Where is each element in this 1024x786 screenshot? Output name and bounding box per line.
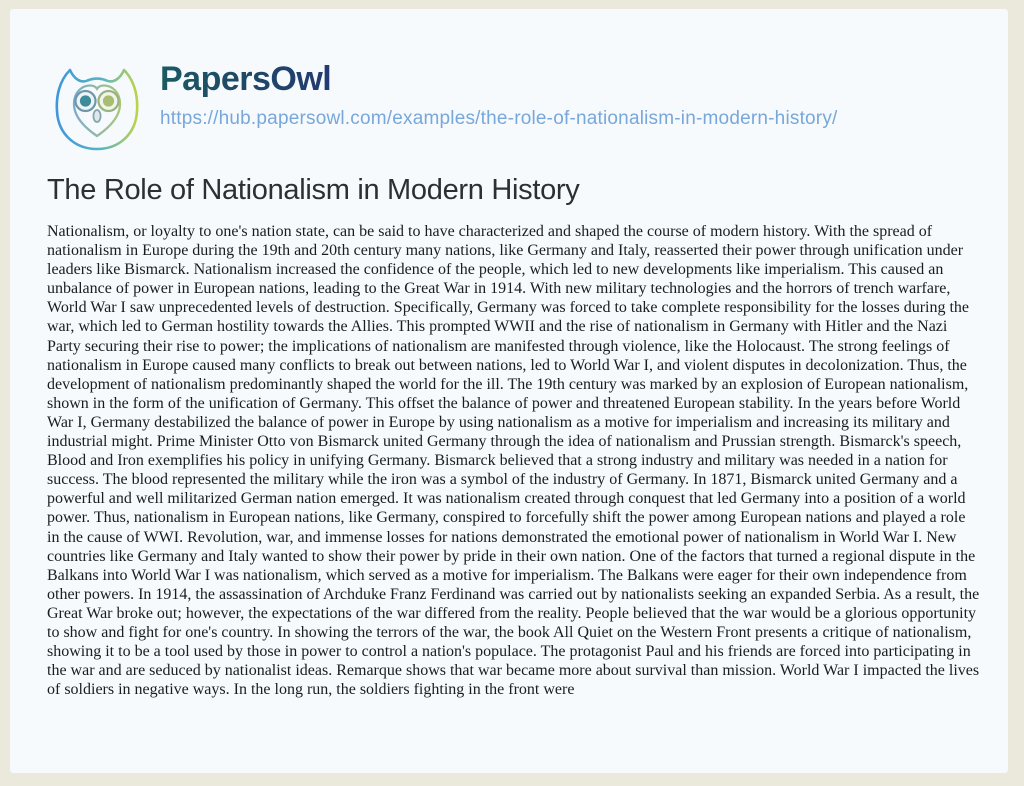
owl-left-pupil [80,95,91,106]
document-page [10,9,1008,773]
owl-right-pupil [103,95,114,106]
owl-beak [93,110,100,122]
essay-body-text: Nationalism, or loyalty to one's nation state, can be said to have characterized and shaped the course of modern history. With the spread of nationalism in Europe during the 19th and 20th century many nations, like Germany and Italy, reasserted their power through unification under leaders like Bismarck. Nationalism increased the confidence of the people, which led to new developments like imperialism. This caused an unbalance of power in European nations, leading to the Great War in 1914. With new military technologies and the horrors of trench warfare, World War I saw unprecedented levels of destruction. Specifically, Germany was forced to take complete responsibility for the losses during the war, which led to German hostility towards the Allies. This prompted WWII and the rise of nationalism in Germany with Hitler and the Nazi Party securing their rise to power; the implications of nationalism are manifested through violence, like the Holocaust. The strong feelings of nationalism in Europe caused many conflicts to break out between nations, led to World War I, and violent disputes in decolonization. Thus, the development of nationalism predominantly shaped the world for the ill. The 19th century was marked by an explosion of European nationalism, shown in the form of the unification of Germany. This offset the balance of power and threatened European stability. In the years before World War I, Germany destabilized the balance of power in Europe by using nationalism as a motive for imperialism and increasing its military and industrial might. Prime Minister Otto von Bismarck united Germany through the idea of nationalism and Prussian strength. Bismarck's speech, Blood and Iron exemplifies his policy in unifying Germany. Bismarck believed that a strong industry and military was needed in a nation for success. The blood represented the military while the iron was a symbol of the industry of Germany. In 1871, Bismarck united Germany and a powerful and well militarized German nation emerged. It was nationalism created through conquest that led Germany into a position of a world power. Thus, nationalism in European nations, like Germany, conspired to forcefully shift the power among European nations and played a role in the cause of WWI. Revolution, war, and immense losses for nations demonstrated the emotional power of nationalism in World War I. New countries like Germany and Italy wanted to show their power by pride in their own nation. One of the factors that turned a regional dispute in the Balkans into World War I was nationalism, which served as a motive for imperialism. The Balkans were eager for their own independence from other powers. In 1914, the assassination of Archduke Franz Ferdinand was carried out by nationalists seeking an expanded Serbia. As a result, the Great War broke out; however, the expectations of the war differed from the reality. People believed that the war would be a glorious opportunity to show and fight for one's country. In showing the terrors of the war, the book All Quiet on the Western Front presents a critique of nationalism, showing it to be a tool used by those in power to control a nation's populace. The protagonist Paul and his friends are forced into participating in the war and are seduced by nationalist ideas. Remarque shows that war became more about survival than mission. World War I impacted the lives of soldiers in negative ways. In the long run, the soldiers fighting in the front were [47,223,980,699]
owl-icon [47,57,147,157]
page-title: The Role of Nationalism in Modern History [47,174,580,206]
site-header [47,57,979,157]
header-text-block [160,57,838,130]
brand-name[interactable]: PapersOwl [160,60,332,98]
papersowl-owl-logo-icon[interactable] [47,57,147,157]
source-url-link[interactable]: https://hub.papersowl.com/examples/the-role-of-nationalism-in-modern-history/ [160,108,838,130]
